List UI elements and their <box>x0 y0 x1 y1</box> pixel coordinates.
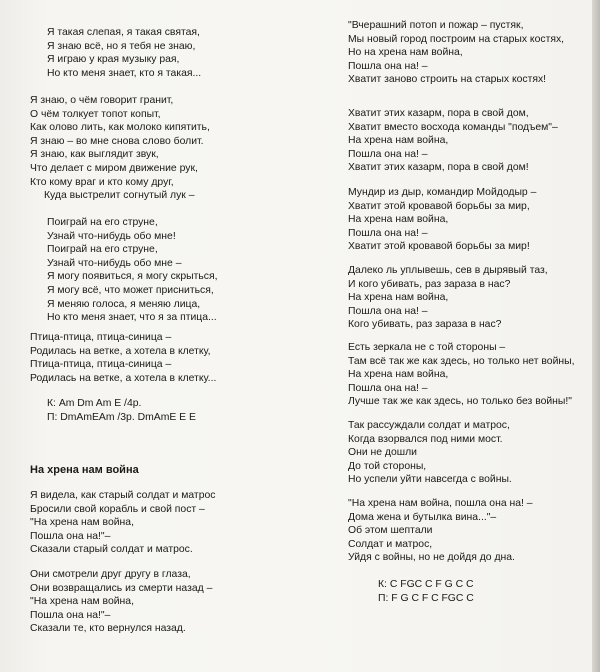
lyric-line: Сказали старый солдат и матрос. <box>30 544 193 556</box>
stanza <box>340 264 592 332</box>
lyric-line: "На хрена нам война, пошла она на! – <box>348 498 533 509</box>
lyric-line: Я знаю всё, но я тебя не знаю, <box>47 40 196 52</box>
lyric-line: Пошла она на! – <box>348 60 428 72</box>
lyric-line: Родилась на ветке, а хотела в клетку... <box>30 372 217 384</box>
lyric-line: П: F G C F C FGC C <box>378 592 474 604</box>
lyric-line: Сказали те, кто вернулся назад. <box>30 623 186 635</box>
lyric-line: Поиграй на его струне, <box>47 244 158 256</box>
lyric-line: Что делает с миром движение рук, <box>30 162 198 174</box>
lyric-line: Поиграй на его струне, <box>47 217 158 228</box>
lyric-line: Но успели уйти навсегда с войны. <box>348 474 512 486</box>
lyric-line: Кто кому враг и кто кому друг, <box>30 176 174 188</box>
lyric-line: Я меняю голоса, я меняю лица, <box>47 298 201 310</box>
lyric-line: Пошла она на! – <box>348 305 428 317</box>
lyric-line: Я могу всё, что может присниться, <box>47 284 214 296</box>
lyric-line: На хрена нам война, <box>348 369 449 381</box>
lyric-line: Об этом шептали <box>348 525 433 537</box>
lyric-line: Есть зеркала не с той стороны – <box>348 342 506 353</box>
lyric-line: Хватит вместо восхода команды "подъем"– <box>348 121 558 133</box>
lyric-line: На хрена нам война, <box>348 292 449 304</box>
lyric-line: Лучше так же как здесь, но только без войны!" <box>348 396 572 408</box>
lyric-line: "На хрена нам война, <box>30 517 134 529</box>
lyric-line: Я могу появиться, я могу скрыться, <box>47 271 218 283</box>
stanza <box>16 568 294 636</box>
lyric-line: Я видела, как старый солдат и матрос <box>30 490 216 501</box>
lyric-line: Они возвращались из смерти назад – <box>30 582 213 594</box>
lyric-line: Мы новый город построим на старых костях, <box>348 33 565 45</box>
lyric-line: Пошла она на!"– <box>30 530 111 542</box>
lyric-line: К: C FGC C F G C C <box>378 579 474 590</box>
lyric-line: На хрена нам война, <box>348 214 449 226</box>
lyric-line: "На хрена нам война, <box>30 596 134 608</box>
stanza <box>340 419 592 487</box>
lyric-line: Как олово лить, как молоко кипятить, <box>30 122 210 134</box>
lyric-line: Но кто меня знает, что я за птица... <box>47 312 217 324</box>
lyric-line: Хватит заново строить на старых костях! <box>348 74 547 86</box>
stanza <box>340 186 592 254</box>
song-title: На хрена нам война <box>30 464 139 476</box>
lyric-line: Так рассуждали солдат и матрос, <box>348 420 510 431</box>
lyric-line: Там всё так же как здесь, но только нет войны, <box>348 355 575 367</box>
lyric-line: Куда выстрелит согнутый лук – <box>44 190 195 202</box>
lyric-line: Хватит этих казарм, пора в свой дом! <box>348 162 529 174</box>
stanza <box>340 497 592 565</box>
lyric-line: Я знаю, о чём говорит гранит, <box>30 95 174 106</box>
stanza <box>16 489 294 557</box>
lyric-line: Я знаю – во мне снова слово болит. <box>30 135 204 147</box>
lyric-line: Пошла она на! – <box>348 148 428 160</box>
lyric-line: Хватит этих казарм, пора в свой дом, <box>348 108 529 119</box>
lyric-line: Уйдя с войны, но не дойдя до дна. <box>348 552 515 564</box>
stanza <box>340 107 592 175</box>
page-edge <box>592 0 600 672</box>
lyric-line: Когда взорвался под ними мост. <box>348 433 503 445</box>
lyric-line: Кого убивать, раз зараза в нас? <box>348 319 502 331</box>
lyric-line: Я играю у края музыку рая, <box>47 54 180 66</box>
lyric-line: "Вчерашний потоп и пожар – пустяк, <box>348 20 524 31</box>
lyric-line: На хрена нам война, <box>348 135 449 147</box>
lyric-line: Пошла она на! – <box>348 227 428 239</box>
lyric-line: До той стороны, <box>348 460 427 472</box>
lyric-line: Птица-птица, птица-синица – <box>30 332 172 343</box>
stanza <box>16 331 294 385</box>
lyric-line: Я такая слепая, я такая святая, <box>47 27 200 38</box>
lyric-line: Дома жена и бутылка вина..."– <box>348 511 497 523</box>
lyric-line: П: DmAmEAm /3р. DmAmE E E <box>47 411 196 423</box>
lyric-line: Но кто меня знает, кто я такая... <box>47 67 202 79</box>
lyric-line: Далеко ль уплывешь, сев в дырявый таз, <box>348 265 548 276</box>
lyric-line: Хватит этой кровавой борьбы за мир, <box>348 200 530 212</box>
stanza <box>16 397 294 424</box>
lyric-line: Узнай что-нибудь обо мне! <box>47 230 176 242</box>
lyric-line: Они не дошли <box>348 447 417 459</box>
stanza <box>16 26 294 80</box>
stanza <box>340 19 592 87</box>
lyric-line: О чём толкует топот копыт, <box>30 108 161 120</box>
lyric-line: Пошла она на! – <box>348 382 428 394</box>
lyric-line: Мундир из дыр, командир Мойдодыр – <box>348 187 537 198</box>
lyric-line: Они смотрели друг другу в глаза, <box>30 569 191 580</box>
lyric-line: Птица-птица, птица-синица – <box>30 359 172 371</box>
stanza <box>16 94 294 203</box>
lyric-line: Пошла она на!"– <box>30 609 111 621</box>
lyric-line: Но на хрена нам война, <box>348 47 463 59</box>
lyric-line: Я знаю, как выглядит звук, <box>30 149 159 161</box>
stanza <box>340 578 592 605</box>
lyric-line: К: Am Dm Am E /4р. <box>47 398 142 409</box>
lyric-line: Солдат и матрос, <box>348 538 433 550</box>
lyric-line: Узнай что-нибудь обо мне – <box>47 257 182 269</box>
stanza <box>16 216 294 325</box>
lyric-line: Хватит этой кровавой борьбы за мир! <box>348 241 530 253</box>
lyric-line: И кого убивать, раз зараза в нас? <box>348 278 511 290</box>
lyric-line: Родилась на ветке, а хотела в клетку, <box>30 345 211 357</box>
lyric-line: Бросили свой корабль и свой пост – <box>30 503 205 515</box>
stanza <box>340 341 592 409</box>
